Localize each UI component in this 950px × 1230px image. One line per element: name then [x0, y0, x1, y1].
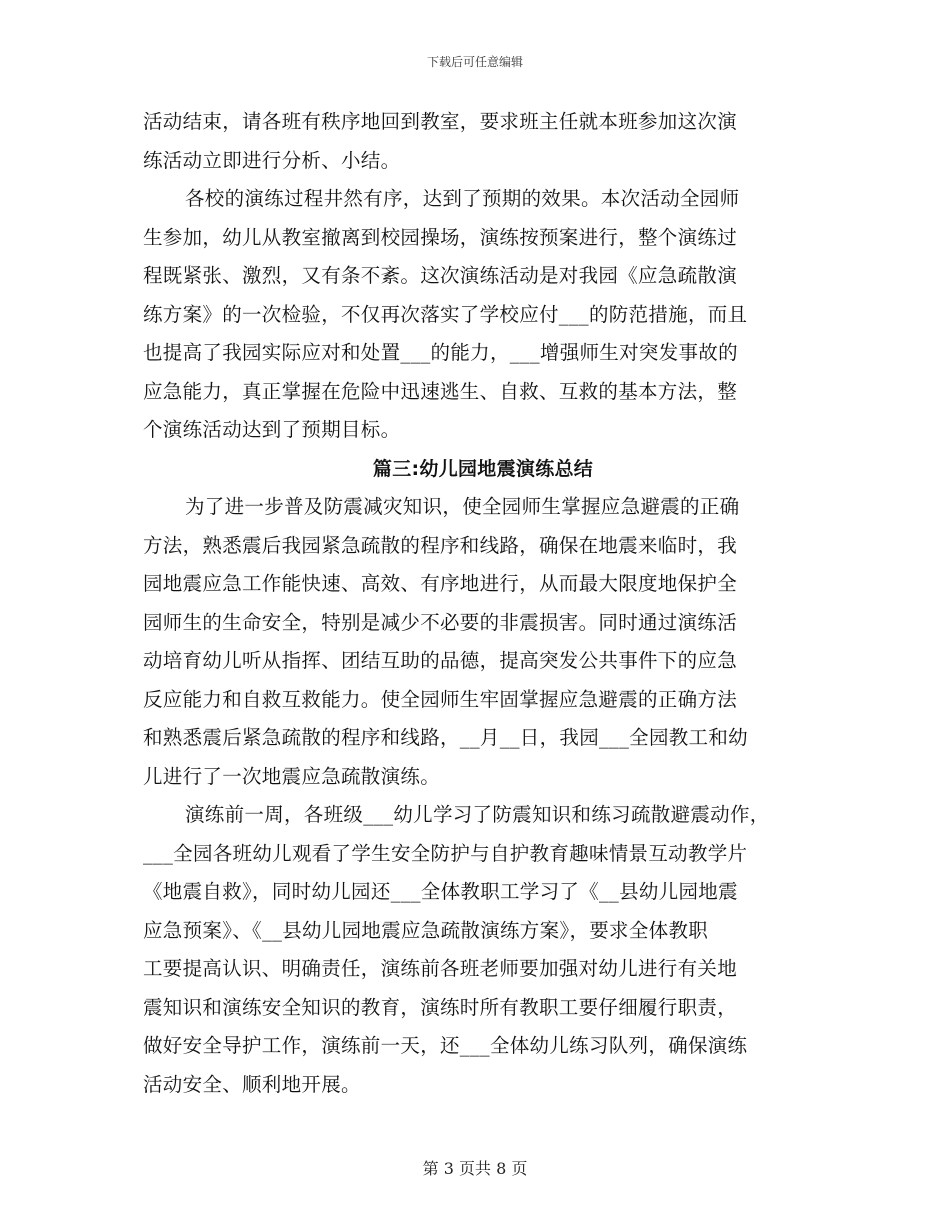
paragraph-3 [143, 488, 823, 796]
text-line: 工要提高认识、明确责任，演练前各班老师要加强对幼儿进行有关地 [143, 957, 738, 980]
text-line: 应急能力，真正掌握在危险中迅速逃生、自救、互救的基本方法，整 [143, 379, 738, 403]
paragraph-2 [143, 180, 823, 450]
paragraph-1 [143, 103, 823, 180]
text-line: 园地震应急工作能快速、高效、有序地进行，从而最大限度地保护全 [143, 572, 738, 595]
text-line: 活动结束，请各班有秩序地回到教室，要求班主任就本班参加这次演 [143, 110, 738, 133]
text-line: 练方案》的一次检验，不仅再次落实了学校应付___的防范措施，而且 [143, 302, 748, 326]
section-heading: 篇三:幼儿园地震演练总结 [372, 457, 594, 480]
text-line: 震知识和演练安全知识的教育，演练时所有教职工要仔细履行职责， [143, 995, 738, 1019]
text-line: 程既紧张、激烈，又有条不紊。这次演练活动是对我园《应急疏散演 [143, 264, 738, 287]
text-line: 练活动立即进行分析、小结。 [143, 148, 401, 172]
text-line: 活动安全、顺利地开展。 [143, 1072, 361, 1096]
text-line: ___全园各班幼儿观看了学生安全防护与自护教育趣味情景互动教学片 [143, 841, 748, 865]
page-header-note: 下载后可任意编辑 [426, 55, 523, 69]
text-line: 做好安全导护工作，演练前一天，还___全体幼儿练习队列，确保演练 [143, 1034, 748, 1057]
text-line: 应急预案》、《__县幼儿园地震应急疏散演练方案》，要求全体教职 [143, 918, 709, 942]
text-line: 和熟悉震后紧急疏散的程序和线路，__月__日，我园___全园教工和幼 [143, 726, 748, 749]
text-line: 个演练活动达到了预期目标。 [143, 418, 401, 441]
text-line: 反应能力和自救互救能力。使全园师生牢固掌握应急避震的正确方法 [143, 687, 738, 711]
text-line: 各校的演练过程井然有序，达到了预期的效果。本次活动全园师 [185, 187, 740, 210]
paragraph-4 [143, 796, 823, 1104]
text-line: 《地震自救》，同时幼儿园还___全体教职工学习了《__县幼儿园地震 [143, 880, 738, 903]
page-number: 第 3 页共 8 页 [422, 1159, 528, 1178]
text-line: 演练前一周，各班级___幼儿学习了防震知识和练习疏散避震动作， [185, 803, 770, 826]
text-line: 生参加，幼儿从教室撤离到校园操场，演练按预案进行，整个演练过 [143, 225, 738, 249]
text-line: 也提高了我园实际应对和处置___的能力，___增强师生对突发事故的 [143, 341, 738, 364]
text-line: 儿进行了一次地震应急疏散演练。 [143, 764, 441, 788]
text-line: 为了进一步普及防震减灾知识，使全园师生掌握应急避震的正确 [185, 495, 740, 518]
text-line: 动培育幼儿听从指挥、团结互助的品德，提高突发公共事件下的应急 [143, 649, 738, 672]
document-body [143, 103, 823, 1104]
text-line: 方法，熟悉震后我园紧急疏散的程序和线路，确保在地震来临时，我 [143, 533, 738, 557]
text-line: 园师生的生命安全，特别是减少不必要的非震损害。同时通过演练活 [143, 610, 738, 634]
